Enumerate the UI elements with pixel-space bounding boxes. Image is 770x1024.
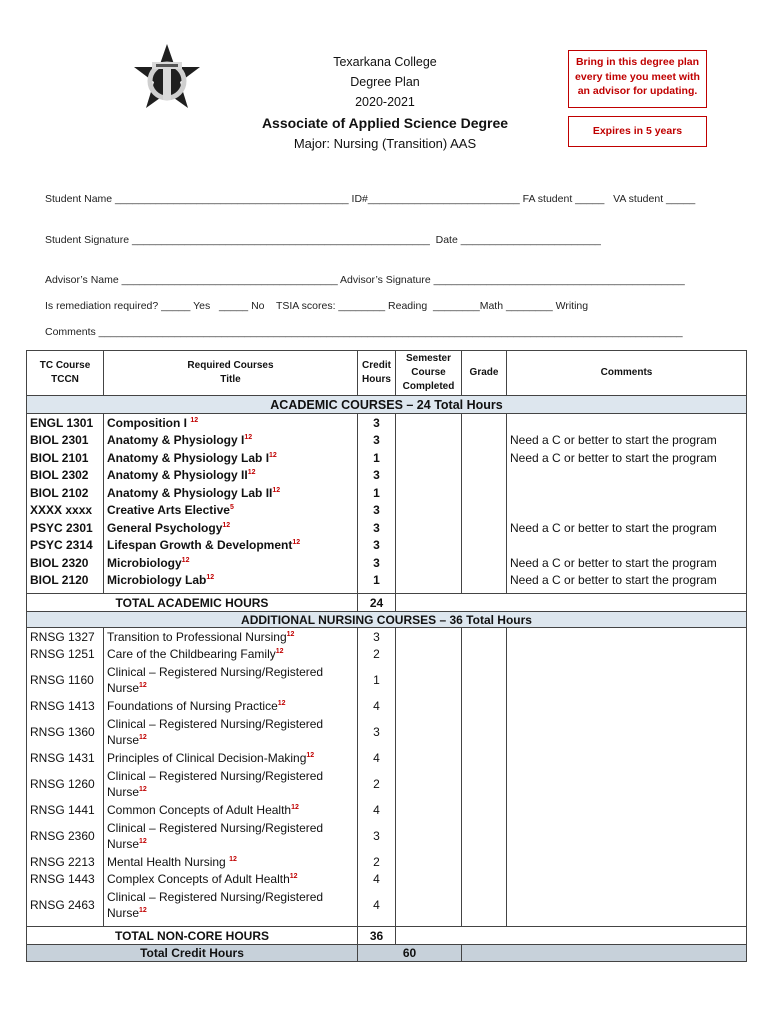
- academic-total-row: [27, 594, 747, 612]
- comment-cell: [507, 502, 747, 520]
- comment-cell: Need a C or better to start the program: [507, 572, 747, 590]
- header-semester-completed: Semester Course Completed: [396, 351, 462, 396]
- header-credit-hours: Credit Hours: [358, 351, 396, 396]
- comment-cell: [507, 628, 747, 646]
- course-title: Microbiology Lab$^{12}$: [104, 572, 358, 590]
- grade-cell: [462, 749, 507, 766]
- table-row: [27, 801, 747, 818]
- table-row: [27, 537, 747, 555]
- course-code: RNSG 1441: [27, 801, 104, 818]
- semester-completed-cell: [396, 697, 462, 714]
- semester-completed-cell: [396, 502, 462, 520]
- semester-completed-cell: [396, 801, 462, 818]
- academic-total-label: TOTAL ACADEMIC HOURS: [27, 594, 358, 612]
- course-code: RNSG 1360: [27, 714, 104, 749]
- academic-year: 2020-2021: [355, 95, 415, 109]
- grade-cell: [462, 519, 507, 537]
- semester-completed-cell: [396, 645, 462, 662]
- course-title: Clinical – Registered Nursing/Registered Nurse$^{12}$: [104, 714, 358, 749]
- table-row: [27, 432, 747, 450]
- course-code: RNSG 2360: [27, 818, 104, 853]
- table-row: [27, 766, 747, 801]
- credit-hours: 3: [358, 818, 396, 853]
- course-title: Anatomy & Physiology Lab $I^{12}$: [104, 449, 358, 467]
- comment-cell: Need a C or better to start the program: [507, 519, 747, 537]
- comment-cell: Need a C or better to start the program: [507, 554, 747, 572]
- semester-completed-cell: [396, 887, 462, 922]
- expiration-notice-box: Expires in 5 years: [568, 116, 707, 147]
- credit-total-label: Total Credit Hours: [27, 945, 358, 962]
- student-signature-line: Student Signature ___________________________________________________ Date ________________________: [45, 234, 601, 246]
- course-title: Clinical – Registered Nursing/Registered Nurse$^{12}$: [104, 662, 358, 697]
- course-code: BIOL 2120: [27, 572, 104, 590]
- grade-cell: [462, 662, 507, 697]
- grade-cell: [462, 697, 507, 714]
- table-row: [27, 887, 747, 922]
- grade-cell: [462, 714, 507, 749]
- course-code: RNSG 1160: [27, 662, 104, 697]
- table-header-row: [27, 351, 747, 396]
- course-title: Microbiology$^{12}$: [104, 554, 358, 572]
- credit-hours: 1: [358, 662, 396, 697]
- semester-completed-cell: [396, 870, 462, 887]
- table-row: [27, 554, 747, 572]
- semester-completed-cell: [396, 572, 462, 590]
- advisor-line: Advisor’s Name _____________________________________ Advisor’s Signature ___________________________________________: [45, 274, 685, 286]
- major-line: Major: Nursing (Transition) AAS: [293, 136, 477, 151]
- grade-cell: [462, 467, 507, 485]
- course-title: Clinical – Registered Nursing/Registered Nurse$^{12}$: [104, 887, 358, 922]
- student-name-line: Student Name ________________________________________ ID#__________________________ FA student _____ VA student _____: [45, 193, 696, 205]
- comment-cell: [507, 645, 747, 662]
- semester-completed-cell: [396, 628, 462, 646]
- table-row: [27, 853, 747, 870]
- course-title: Common Concepts of Adult Health$^{12}$: [104, 801, 358, 818]
- comment-cell: [507, 537, 747, 555]
- grade-cell: [462, 502, 507, 520]
- credit-hours: 4: [358, 870, 396, 887]
- table-row: [27, 870, 747, 887]
- course-title: Anatomy & Physiology $I^{12}$: [104, 432, 358, 450]
- college-name: Texarkana College: [333, 55, 437, 69]
- table-row: [27, 818, 747, 853]
- credit-hours: 3: [358, 554, 396, 572]
- semester-completed-cell: [396, 749, 462, 766]
- credit-hours: 2: [358, 645, 396, 662]
- plan-label: Degree Plan: [350, 75, 420, 89]
- grade-cell: [462, 484, 507, 502]
- comment-cell: Need a C or better to start the program: [507, 449, 747, 467]
- grade-cell: [462, 572, 507, 590]
- table-row: [27, 749, 747, 766]
- academic-total-value: 24: [358, 594, 396, 612]
- semester-completed-cell: [396, 714, 462, 749]
- header-grade: Grade: [462, 351, 507, 396]
- comment-cell: [507, 467, 747, 485]
- credit-hours: 3: [358, 467, 396, 485]
- credit-hours: 4: [358, 697, 396, 714]
- semester-completed-cell: [396, 554, 462, 572]
- credit-hours: 1: [358, 449, 396, 467]
- course-code: PSYC 2301: [27, 519, 104, 537]
- comment-cell: [507, 818, 747, 853]
- comment-cell: [507, 870, 747, 887]
- course-code: PSYC 2314: [27, 537, 104, 555]
- credit-hours: 3: [358, 414, 396, 432]
- noncore-total-empty: [396, 927, 747, 945]
- course-title: Lifespan Growth & Development$^{12}$: [104, 537, 358, 555]
- comment-cell: Need a C or better to start the program: [507, 432, 747, 450]
- course-title: Transition to Professional Nursing$^{12}$: [104, 628, 358, 646]
- noncore-total-label: TOTAL NON-CORE HOURS: [27, 927, 358, 945]
- comment-cell: [507, 766, 747, 801]
- grade-cell: [462, 801, 507, 818]
- course-code: ENGL 1301: [27, 414, 104, 432]
- semester-completed-cell: [396, 432, 462, 450]
- table-row: [27, 572, 747, 590]
- course-code: RNSG 1260: [27, 766, 104, 801]
- document-header: [230, 52, 540, 154]
- nursing-section-title: ADDITIONAL NURSING COURSES – 36 Total Hours: [27, 612, 747, 628]
- credit-hours: 2: [358, 853, 396, 870]
- table-row: [27, 519, 747, 537]
- comment-cell: [507, 697, 747, 714]
- credit-total-value: 60: [358, 945, 462, 962]
- course-title: General Psychology$^{12}$: [104, 519, 358, 537]
- grade-cell: [462, 853, 507, 870]
- course-title: Creative Arts Elective$^5$: [104, 502, 358, 520]
- table-row: [27, 645, 747, 662]
- course-title: Foundations of Nursing Practice$^{12}$: [104, 697, 358, 714]
- credit-total-empty: [462, 945, 747, 962]
- credit-total-row: [27, 945, 747, 962]
- course-title: Anatomy & Physiology II$^{12}$: [104, 467, 358, 485]
- semester-completed-cell: [396, 766, 462, 801]
- semester-completed-cell: [396, 853, 462, 870]
- comment-cell: [507, 749, 747, 766]
- table-row: [27, 414, 747, 432]
- comment-cell: [507, 801, 747, 818]
- course-title: Complex Concepts of Adult Health$^{12}$: [104, 870, 358, 887]
- grade-cell: [462, 449, 507, 467]
- table-row: [27, 484, 747, 502]
- course-code: RNSG 2213: [27, 853, 104, 870]
- course-code: RNSG 1327: [27, 628, 104, 646]
- semester-completed-cell: [396, 818, 462, 853]
- texarkana-college-logo: [132, 42, 202, 112]
- semester-completed-cell: [396, 537, 462, 555]
- remediation-line: Is remediation required? _____ Yes _____ No TSIA scores: ________ Reading ________Math ________ Writing: [45, 300, 589, 312]
- comment-cell: [507, 853, 747, 870]
- semester-completed-cell: [396, 414, 462, 432]
- comment-cell: [507, 414, 747, 432]
- comment-cell: [507, 662, 747, 697]
- table-row: [27, 502, 747, 520]
- academic-total-empty: [396, 594, 747, 612]
- noncore-total-row: [27, 927, 747, 945]
- grade-cell: [462, 432, 507, 450]
- credit-hours: 2: [358, 766, 396, 801]
- header-required-courses: Required Courses Title: [104, 351, 358, 396]
- course-code: RNSG 1443: [27, 870, 104, 887]
- grade-cell: [462, 628, 507, 646]
- course-code: BIOL 2301: [27, 432, 104, 450]
- credit-hours: 3: [358, 714, 396, 749]
- credit-hours: 1: [358, 484, 396, 502]
- table-row: [27, 662, 747, 697]
- course-code: BIOL 2320: [27, 554, 104, 572]
- comment-cell: [507, 887, 747, 922]
- credit-hours: 3: [358, 537, 396, 555]
- nursing-section-header: [27, 612, 747, 628]
- comments-line: Comments ____________________________________________________________________________________________________: [45, 326, 683, 338]
- course-code: RNSG 1413: [27, 697, 104, 714]
- credit-hours: 4: [358, 801, 396, 818]
- credit-hours: 3: [358, 432, 396, 450]
- course-title: Clinical – Registered Nursing/Registered Nurse$^{12}$: [104, 766, 358, 801]
- course-title: Principles of Clinical Decision-Making$^{12}$: [104, 749, 358, 766]
- degree-title: Associate of Applied Science Degree: [261, 115, 509, 131]
- advisor-notice-box: Bring in this degree plan every time you meet with an advisor for updating.: [568, 50, 707, 108]
- semester-completed-cell: [396, 467, 462, 485]
- credit-hours: 3: [358, 502, 396, 520]
- noncore-total-value: 36: [358, 927, 396, 945]
- comment-cell: [507, 484, 747, 502]
- course-title: Composition I $^{12}$: [104, 414, 358, 432]
- semester-completed-cell: [396, 449, 462, 467]
- course-code: XXXX xxxx: [27, 502, 104, 520]
- table-row: [27, 449, 747, 467]
- grade-cell: [462, 766, 507, 801]
- grade-cell: [462, 818, 507, 853]
- table-row: [27, 467, 747, 485]
- grade-cell: [462, 537, 507, 555]
- course-code: RNSG 1431: [27, 749, 104, 766]
- grade-cell: [462, 414, 507, 432]
- table-row: [27, 628, 747, 646]
- table-row: [27, 697, 747, 714]
- course-title: Mental Health Nursing $^{12}$: [104, 853, 358, 870]
- course-code: RNSG 2463: [27, 887, 104, 922]
- grade-cell: [462, 645, 507, 662]
- credit-hours: 4: [358, 887, 396, 922]
- credit-hours: 1: [358, 572, 396, 590]
- course-code: BIOL 2302: [27, 467, 104, 485]
- grade-cell: [462, 887, 507, 922]
- header-tc-course: TC Course TCCN: [27, 351, 104, 396]
- semester-completed-cell: [396, 484, 462, 502]
- semester-completed-cell: [396, 662, 462, 697]
- table-row: [27, 714, 747, 749]
- credit-hours: 3: [358, 519, 396, 537]
- degree-plan-table: [26, 350, 747, 962]
- grade-cell: [462, 870, 507, 887]
- comment-cell: [507, 714, 747, 749]
- academic-section-header: ACADEMIC COURSES – 24 Total Hours: [27, 396, 747, 414]
- course-title: Clinical – Registered Nursing/Registered Nurse$^{12}$: [104, 818, 358, 853]
- course-title: Anatomy & Physiology Lab II$^{12}$: [104, 484, 358, 502]
- grade-cell: [462, 554, 507, 572]
- course-code: RNSG 1251: [27, 645, 104, 662]
- course-title: Care of the Childbearing Family$^{12}$: [104, 645, 358, 662]
- credit-hours: 3: [358, 628, 396, 646]
- course-code: BIOL 2102: [27, 484, 104, 502]
- credit-hours: 4: [358, 749, 396, 766]
- course-code: BIOL 2101: [27, 449, 104, 467]
- header-comments: Comments: [507, 351, 747, 396]
- semester-completed-cell: [396, 519, 462, 537]
